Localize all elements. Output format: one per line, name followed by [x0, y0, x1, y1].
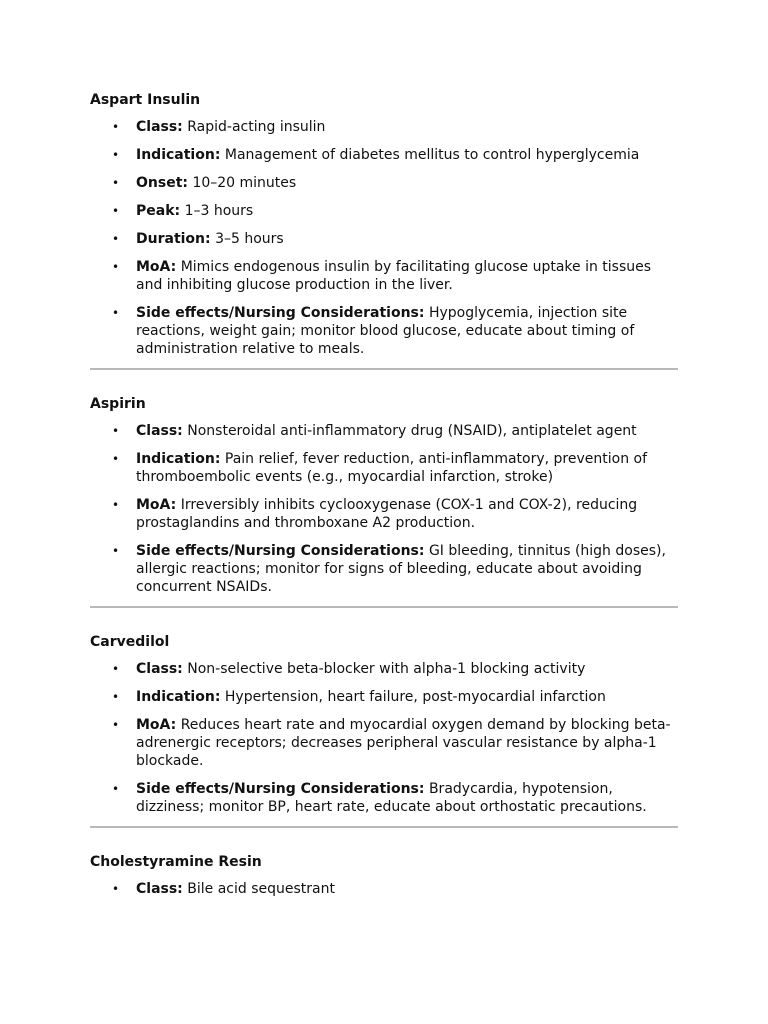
list-item	[90, 450, 678, 486]
drug-reference-page	[90, 90, 678, 908]
list-item	[90, 202, 678, 220]
list-item	[90, 118, 678, 136]
drug-title: Carvedilol	[90, 634, 170, 650]
drug-title: Cholestyramine Resin	[90, 854, 262, 870]
property-label: Side effects/Nursing Considerations:	[136, 781, 425, 797]
property-label: Indication:	[136, 689, 221, 705]
property-label: Class:	[136, 661, 183, 677]
property-value: Mimics endogenous insulin by facilitating glucose uptake in tissues and inhibiting glucose production in the liver.	[136, 259, 652, 293]
property-value: Nonsteroidal anti-inflammatory drug (NSAID), antiplatelet agent	[187, 423, 637, 439]
drug-section-aspirin	[90, 394, 678, 596]
drug-properties-list	[90, 118, 678, 358]
list-item	[90, 660, 678, 678]
section-divider	[90, 368, 678, 370]
list-item	[90, 422, 678, 440]
list-item	[90, 146, 678, 164]
bullet-icon: •	[112, 176, 120, 190]
list-item	[90, 230, 678, 248]
section-divider	[90, 606, 678, 608]
property-label: Class:	[136, 423, 183, 439]
list-item	[90, 496, 678, 532]
property-label: Peak:	[136, 203, 181, 219]
list-item	[90, 174, 678, 192]
property-label: Class:	[136, 119, 183, 135]
bullet-icon: •	[112, 306, 120, 320]
drug-section-cholestyramine-resin	[90, 852, 678, 898]
property-value: Rapid-acting insulin	[187, 119, 326, 135]
property-label: Onset:	[136, 175, 188, 191]
property-value: Hypoglycemia, injection site reactions, weight gain; monitor blood glucose, educate about timing of administration relative to meals.	[136, 305, 635, 357]
drug-properties-list	[90, 880, 678, 898]
property-label: MoA:	[136, 259, 177, 275]
bullet-icon: •	[112, 690, 120, 704]
section-divider	[90, 826, 678, 828]
bullet-icon: •	[112, 204, 120, 218]
list-item	[90, 780, 678, 816]
property-value: GI bleeding, tinnitus (high doses), allergic reactions; monitor for signs of bleeding, educate about avoiding concurrent NSAIDs.	[136, 543, 666, 595]
property-label: Side effects/Nursing Considerations:	[136, 305, 425, 321]
property-label: MoA:	[136, 497, 177, 513]
bullet-icon: •	[112, 718, 120, 732]
list-item	[90, 716, 678, 770]
property-value: 10–20 minutes	[192, 175, 297, 191]
list-item	[90, 542, 678, 596]
property-label: Indication:	[136, 451, 221, 467]
bullet-icon: •	[112, 662, 120, 676]
bullet-icon: •	[112, 498, 120, 512]
property-label: Indication:	[136, 147, 221, 163]
property-value: 3–5 hours	[215, 231, 284, 247]
property-value: 1–3 hours	[184, 203, 254, 219]
bullet-icon: •	[112, 120, 120, 134]
bullet-icon: •	[112, 424, 120, 438]
bullet-icon: •	[112, 544, 120, 558]
drug-section-aspart-insulin	[90, 90, 678, 358]
drug-section-carvedilol	[90, 632, 678, 816]
property-value: Non-selective beta-blocker with alpha-1 blocking activity	[187, 661, 586, 677]
property-value: Bile acid sequestrant	[187, 881, 335, 897]
list-item	[90, 688, 678, 706]
drug-title: Aspirin	[90, 396, 146, 412]
property-label: Side effects/Nursing Considerations:	[136, 543, 425, 559]
property-value: Irreversibly inhibits cyclooxygenase (COX-1 and COX-2), reducing prostaglandins and thromboxane A2 production.	[136, 497, 638, 531]
drug-properties-list	[90, 660, 678, 816]
bullet-icon: •	[112, 148, 120, 162]
property-label: Class:	[136, 881, 183, 897]
bullet-icon: •	[112, 882, 120, 896]
property-value: Bradycardia, hypotension, dizziness; monitor BP, heart rate, educate about orthostatic precautions.	[136, 781, 647, 815]
bullet-icon: •	[112, 782, 120, 796]
property-value: Pain relief, fever reduction, anti-inflammatory, prevention of thromboembolic events (e.g., myocardial infarction, stroke)	[136, 451, 648, 485]
list-item	[90, 880, 678, 898]
list-item	[90, 258, 678, 294]
drug-properties-list	[90, 422, 678, 596]
drug-title: Aspart Insulin	[90, 92, 201, 108]
bullet-icon: •	[112, 452, 120, 466]
property-label: Duration:	[136, 231, 211, 247]
bullet-icon: •	[112, 260, 120, 274]
list-item	[90, 304, 678, 358]
property-value: Hypertension, heart failure, post-myocardial infarction	[224, 689, 606, 705]
property-value: Management of diabetes mellitus to control hyperglycemia	[224, 147, 640, 163]
property-value: Reduces heart rate and myocardial oxygen demand by blocking beta-adrenergic receptors; decreases peripheral vascular resistance by alpha-1 blockade.	[136, 717, 671, 769]
property-label: MoA:	[136, 717, 177, 733]
bullet-icon: •	[112, 232, 120, 246]
